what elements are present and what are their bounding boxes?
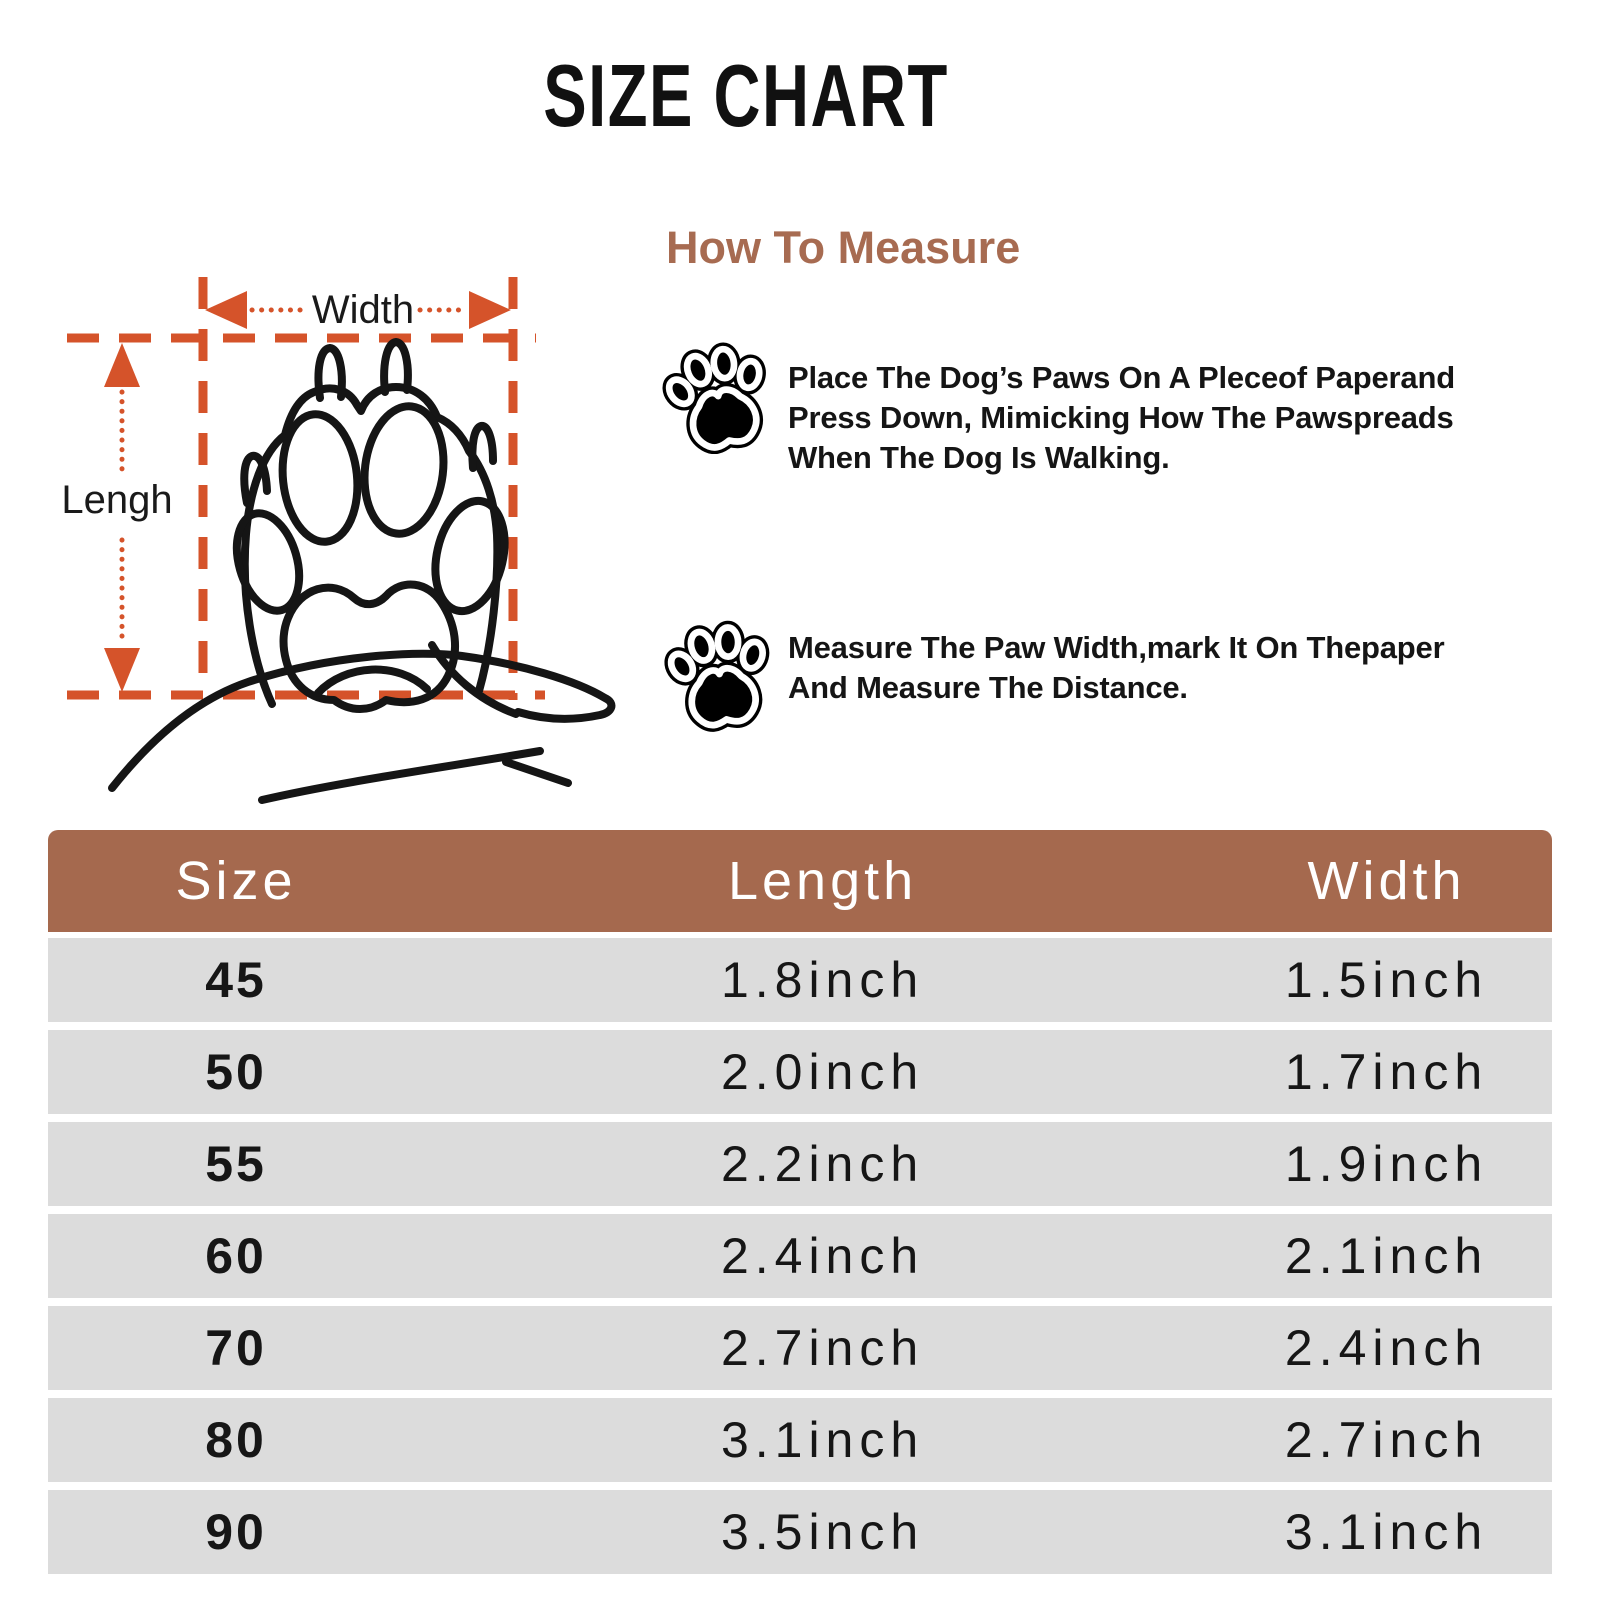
size-cell: 55 [205,1136,267,1192]
size-cell: 90 [205,1504,267,1560]
table-row [48,938,1552,1022]
length-cell: 3.1inch [720,1412,925,1468]
table-row [48,1398,1552,1482]
length-cell: 3.5inch [720,1504,925,1560]
size-cell: 70 [205,1320,267,1376]
paw-icon [656,338,782,454]
width-cell: 1.5inch [1284,952,1489,1008]
header-cell-size: Size [175,851,297,911]
table-row [48,1490,1552,1574]
length-cell: 2.0inch [720,1044,925,1100]
step-line: And Measure The Distance. [788,670,1188,705]
width-label: Width [311,288,415,332]
length-cell: 1.8inch [720,952,925,1008]
width-cell: 3.1inch [1284,1504,1489,1560]
step-line: Place The Dog’s Paws On A Pleceof Paperand [788,360,1455,395]
page-title: SIZE CHART [543,46,949,145]
paw-outline-drawing [112,342,611,800]
table-row [48,1306,1552,1390]
size-cell: 45 [205,952,267,1008]
length-cell: 2.7inch [720,1320,925,1376]
table-header-row [48,830,1552,932]
paw-icon [664,610,776,738]
claw [472,426,493,468]
how-to-measure-heading: How To Measure [666,222,1021,273]
measure-step-1-text [788,358,1455,478]
size-cell: 50 [205,1044,267,1100]
length-cell: 2.2inch [720,1136,925,1192]
size-cell: 60 [205,1228,267,1284]
step-line: Measure The Paw Width,mark It On Thepaper [788,630,1445,665]
table-row [48,1122,1552,1206]
table-row [48,1030,1552,1114]
length-cell: 2.4inch [720,1228,925,1284]
paw-measure-diagram [0,0,760,820]
width-cell: 1.7inch [1284,1044,1489,1100]
width-cell: 2.7inch [1284,1412,1489,1468]
step-line: Press Down, Mimicking How The Pawspreads [788,400,1454,435]
header-cell-length: Length [727,851,918,911]
width-cell: 2.4inch [1284,1320,1489,1376]
size-cell: 80 [205,1412,267,1468]
width-cell: 1.9inch [1284,1136,1489,1192]
size-table [48,830,1552,1582]
measure-step-2-text [788,628,1444,708]
width-cell: 2.1inch [1284,1228,1489,1284]
step-line: When The Dog Is Walking. [788,440,1170,475]
table-row [48,1214,1552,1298]
length-label: Lengh [61,478,173,522]
header-cell-width: Width [1307,851,1466,911]
